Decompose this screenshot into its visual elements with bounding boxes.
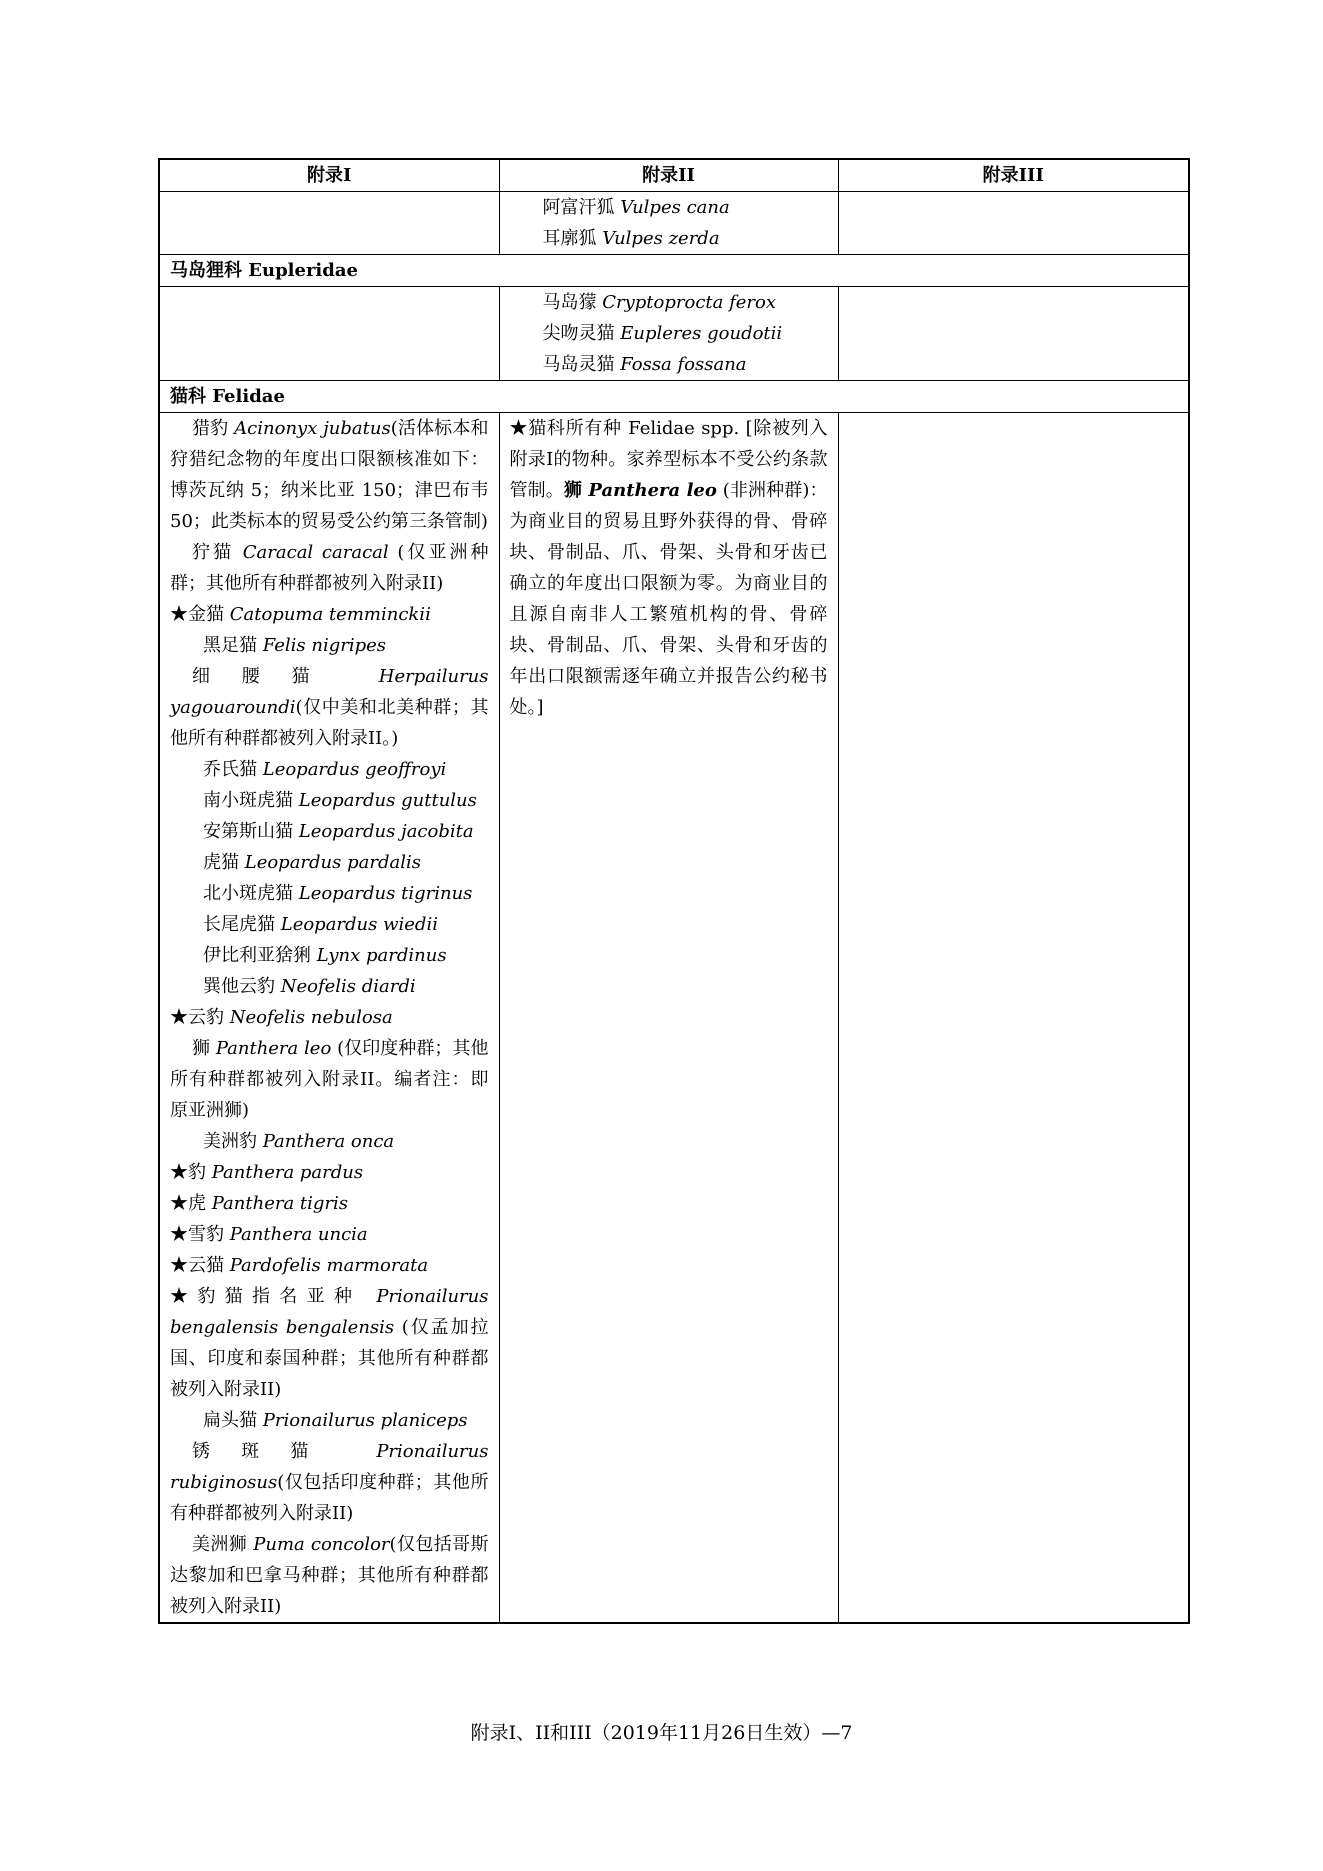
species-entry-bengal-cat: ★豹猫指名亚种 Prionailurus bengalensis bengalensis (仅孟加拉国、印度和泰国种群；其他所有种群都被列入附录II) (170, 1286, 489, 1400)
species-entry: 安第斯山猫 Leopardus jacobita (203, 821, 474, 842)
species-entry-cheetah: 猎豹 Acinonyx jubatus(活体标本和狩猎纪念物的年度出口限额核准如下：博茨瓦纳 5；纳米比亚 150；津巴布韦 50；此类标本的贸易受公约第三条管制) (170, 418, 489, 532)
species-entry: 马岛灵猫 Fossa fossana (542, 354, 747, 375)
species-entry: 扁头猫 Prionailurus planiceps (203, 1410, 468, 1431)
species-entry: ★雪豹 Panthera uncia (170, 1224, 368, 1245)
species-entry-caracal: 狞猫 Caracal caracal (仅亚洲种群；其他所有种群都被列入附录II) (170, 542, 489, 594)
species-entry-herpailurus: 细腰猫 Herpailurus yagouaroundi(仅中美和北美种群；其他所有种群都被列入附录II。) (170, 666, 489, 749)
species-entry: 黑足猫 Felis nigripes (203, 635, 387, 656)
cell-app3-felidae (838, 413, 1189, 1624)
header-appendix-2: 附录II (499, 159, 838, 192)
species-entry: 马岛獴 Cryptoprocta ferox (542, 292, 777, 313)
species-entry: 虎猫 Leopardus pardalis (203, 852, 421, 873)
felidae-app2-note: ★猫科所有种 Felidae spp. [除被列入附录I的物种。家养型标本不受公约条款管制。狮 Panthera leo (非洲种群)：为商业目的贸易且野外获得的骨、骨碎块、骨制品、爪、骨架、头骨和牙齿已确立的年度出口限额为零。为商业目的且源自南非人工繁殖机构的骨、骨碎块、骨制品、爪、骨架、头骨和牙齿的年出口限额需逐年确立并报告公约秘书处。] (509, 418, 828, 718)
species-entry-puma: 美洲狮 Puma concolor(仅包括哥斯达黎加和巴拿马种群；其他所有种群都被列入附录II) (170, 1534, 489, 1617)
species-entry: 南小斑虎猫 Leopardus guttulus (203, 790, 477, 811)
cell-app3-top (838, 192, 1189, 255)
species-entry: ★云豹 Neofelis nebulosa (170, 1007, 393, 1028)
species-entry: 乔氏猫 Leopardus geoffroyi (203, 759, 447, 780)
species-entry: ★豹 Panthera pardus (170, 1162, 364, 1183)
table-row (159, 413, 1189, 1624)
table-row (159, 192, 1189, 255)
cell-app3-eupleridae (838, 287, 1189, 381)
species-entry: 美洲豹 Panthera onca (203, 1131, 395, 1152)
page-footer: 附录I、II和III（2019年11月26日生效）—7 (470, 1722, 853, 1744)
species-entry: ★金猫 Catopuma temminckii (170, 604, 431, 625)
cell-app1-eupleridae (159, 287, 499, 381)
species-entry-lion: 狮 Panthera leo (仅印度种群；其他所有种群都被列入附录II。编者注：即原亚洲狮) (170, 1038, 489, 1121)
species-entry: ★虎 Panthera tigris (170, 1193, 349, 1214)
species-entry: 伊比利亚猞猁 Lynx pardinus (203, 945, 447, 966)
species-entry: 尖吻灵猫 Eupleres goudotii (542, 323, 783, 344)
cell-app1-top (159, 192, 499, 255)
cell-app1-felidae (159, 413, 499, 1624)
cell-app2-eupleridae (499, 287, 838, 381)
cites-appendix-table (158, 158, 1190, 1624)
species-entry-rusty-cat: 锈斑猫 Prionailurus rubiginosus(仅包括印度种群；其他所有种群都被列入附录II) (170, 1441, 489, 1524)
species-entry: ★云猫 Pardofelis marmorata (170, 1255, 429, 1276)
species-entry: 耳廓狐 Vulpes zerda (542, 228, 720, 249)
family-row-eupleridae (159, 255, 1189, 287)
cell-app2-felidae (499, 413, 838, 1624)
family-row-felidae (159, 381, 1189, 413)
table-row (159, 287, 1189, 381)
family-title: 猫科 Felidae (159, 381, 1189, 413)
species-entry: 长尾虎猫 Leopardus wiedii (203, 914, 438, 935)
family-title: 马岛狸科 Eupleridae (159, 255, 1189, 287)
species-entry: 巽他云豹 Neofelis diardi (203, 976, 416, 997)
species-entry: 北小斑虎猫 Leopardus tigrinus (203, 883, 473, 904)
header-appendix-3: 附录III (838, 159, 1189, 192)
species-entry: 阿富汗狐 Vulpes cana (542, 197, 730, 218)
table-header-row (159, 159, 1189, 192)
header-appendix-1: 附录I (159, 159, 499, 192)
cell-app2-top (499, 192, 838, 255)
